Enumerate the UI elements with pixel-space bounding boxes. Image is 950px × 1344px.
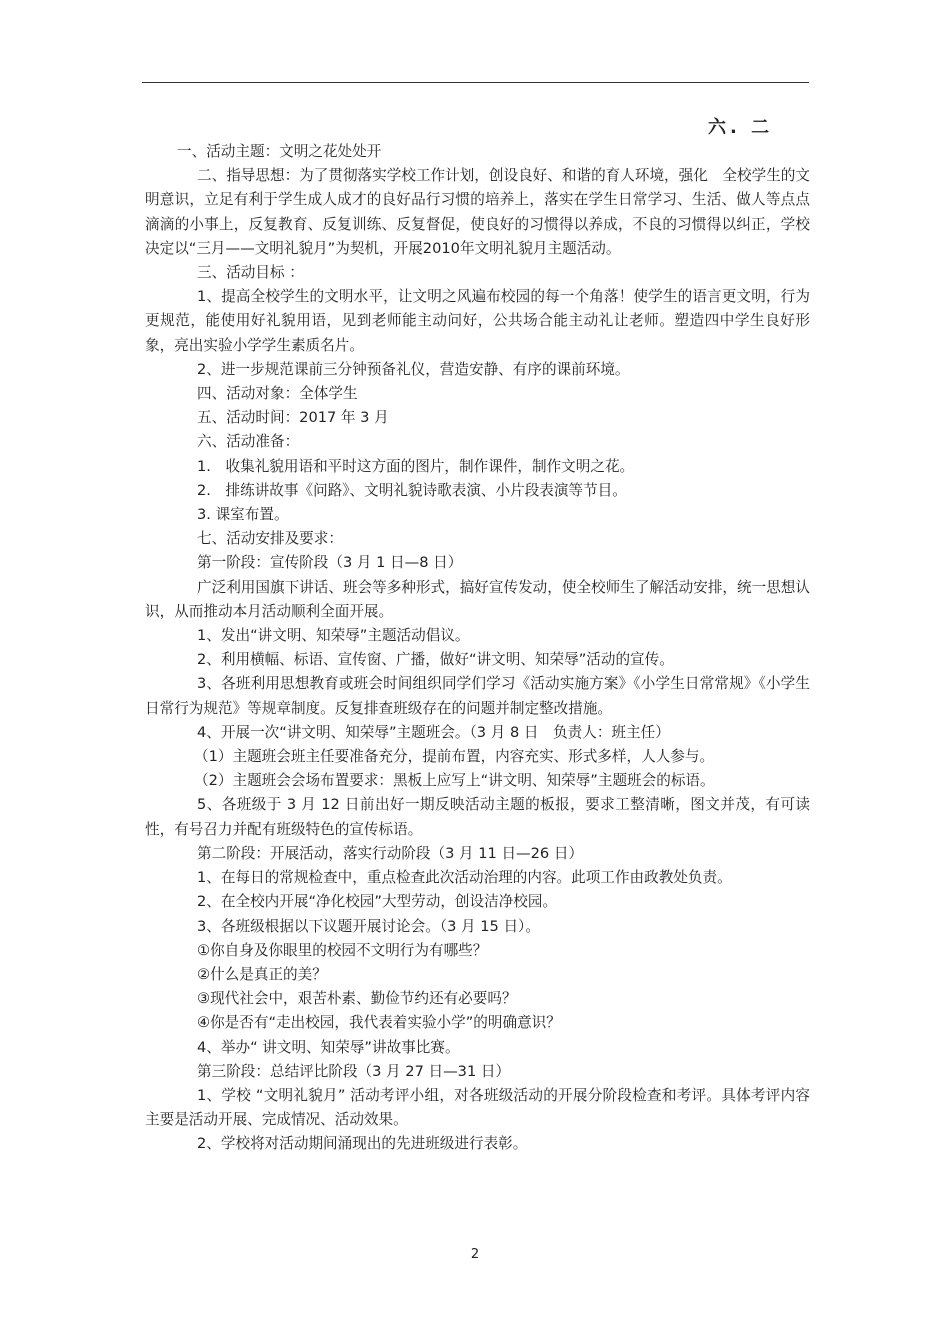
discussion-topic-3: ③现代社会中，艰苦朴素、勤俭节约还有必要吗？ — [197, 990, 517, 1008]
document-body — [145, 140, 810, 1157]
page-number: 2 — [470, 1247, 480, 1262]
stage-2-item-4: 4、举办“ 讲文明、知荣辱”讲故事比赛。 — [197, 1038, 460, 1056]
stage-1-item-2: 2、利用横幅、标语、宣传窗、广播，做好“讲文明、知荣辱”活动的宣传。 — [197, 651, 674, 669]
stage-1-item-5: 5、各班级于 3 月 12 日前出好一期反映活动主题的板报，要求工整清晰，图文并茂，有可读性，有号召力并配有班级特色的宣传标语。 — [145, 796, 810, 838]
stage-1-heading: 第一阶段：宣传阶段（3 月 1 日—8 日） — [197, 554, 463, 572]
stage-3-heading: 第三阶段：总结评比阶段（3 月 27 日—31 日） — [197, 1062, 511, 1080]
goal-item-2: 2、进一步规范课前三分钟预备礼仪，营造安静、有序的课前环境。 — [197, 360, 630, 378]
stage-1-intro: 广泛利用国旗下讲话、班会等多种形式，搞好宣传发动，使全校师生了解活动安排，统一思想认识，从而推动本月活动顺利全面开展。 — [145, 578, 810, 620]
stage-2-item-2: 2、在全校内开展“净化校园”大型劳动，创设洁净校园。 — [197, 893, 558, 911]
stage-1-item-4: 4、开展一次“讲文明、知荣辱”主题班会。（3 月 8 日 负责人：班主任） — [197, 723, 670, 741]
preparation-item-2: 2. 排练讲故事《问路》、文明礼貌诗歌表演、小片段表演等节目。 — [197, 481, 627, 499]
stage-2-item-1: 1、在每日的常规检查中，重点检查此次活动治理的内容。此项工作由政教处负责。 — [197, 869, 732, 887]
stage-1-item-3: 3、各班利用思想教育或班会时间组织同学们学习《活动实施方案》《小学生日常常规》《小学生日常行为规范》等规章制度。反复排查班级存在的问题并制定整改措施。 — [145, 675, 810, 717]
stage-1-subitem-1: （1）主题班会班主任要准备充分，提前布置，内容充实、形式多样，人人参与。 — [194, 748, 715, 766]
preparation-item-3: 3. 课室布置。 — [197, 506, 289, 524]
arrangement-heading: 七、活动安排及要求： — [197, 530, 343, 548]
stage-3-item-2: 2、学校将对活动期间涌现出的先进班级进行表彰。 — [197, 1135, 528, 1153]
guiding-thought-paragraph: 二、指导思想：为了贯彻落实学校工作计划，创设良好、和谐的育人环境，强化 全校学生的文明意识，立足有利于学生成人成才的良好品行习惯的培养上，落实在学生日常学习、生活、做人等点点滴滴的小事上，反复教育、反复训练、反复督促，使良好的习惯得以养成，不良的习惯得以纠正，学校决定以“三月——文明礼貌月”为契机，开展2010年文明礼貌月主题活动。 — [145, 167, 810, 257]
activity-goals-heading: 三、活动目标 ： — [197, 264, 304, 282]
discussion-topic-2: ②什么是真正的美？ — [197, 965, 327, 983]
activity-time-heading: 五、活动时间：2017 年 3 月 — [197, 409, 389, 427]
discussion-topic-4: ④你是否有“走出校园，我代表着实验小学”的明确意识？ — [197, 1014, 561, 1032]
stage-2-heading: 第二阶段：开展活动，落实行动阶段（3 月 11 日—26 日） — [197, 844, 584, 862]
header-rule — [142, 82, 809, 83]
stage-1-subitem-2: （2）主题班会会场布置要求：黑板上应写上“讲文明、知荣辱”主题班会的标语。 — [194, 772, 715, 790]
activity-target-heading: 四、活动对象：全体学生 — [197, 385, 358, 403]
section-marker: 六. 二 — [708, 117, 774, 138]
stage-2-item-3: 3、各班级根据以下议题开展讨论会。（3 月 15 日）。 — [197, 917, 540, 935]
stage-1-item-1: 1、发出“讲文明、知荣辱”主题活动倡议。 — [197, 627, 470, 645]
activity-theme-heading: 一、活动主题：文明之花处处开 — [177, 143, 382, 160]
goal-item-1: 1、提高全校学生的文明水平，让文明之风遍布校园的每一个角落！使学生的语言更文明，行为更规范，能使用好礼貌用语，见到老师能主动问好，公共场合能主动礼让老师。塑造四中学生良好形象，亮出实验小学学生素质名片。 — [145, 288, 810, 354]
discussion-topic-1: ①你自身及你眼里的校园不文明行为有哪些？ — [197, 941, 488, 959]
stage-3-item-1: 1、学校 “文明礼貌月” 活动考评小组，对各班级活动的开展分阶段检查和考评。具体考评内容主要是活动开展、完成情况、活动效果。 — [145, 1086, 810, 1129]
preparation-item-1: 1. 收集礼貌用语和平时这方面的图片，制作课件，制作文明之花。 — [197, 457, 635, 475]
activity-preparation-heading: 六、活动准备： — [197, 433, 300, 451]
